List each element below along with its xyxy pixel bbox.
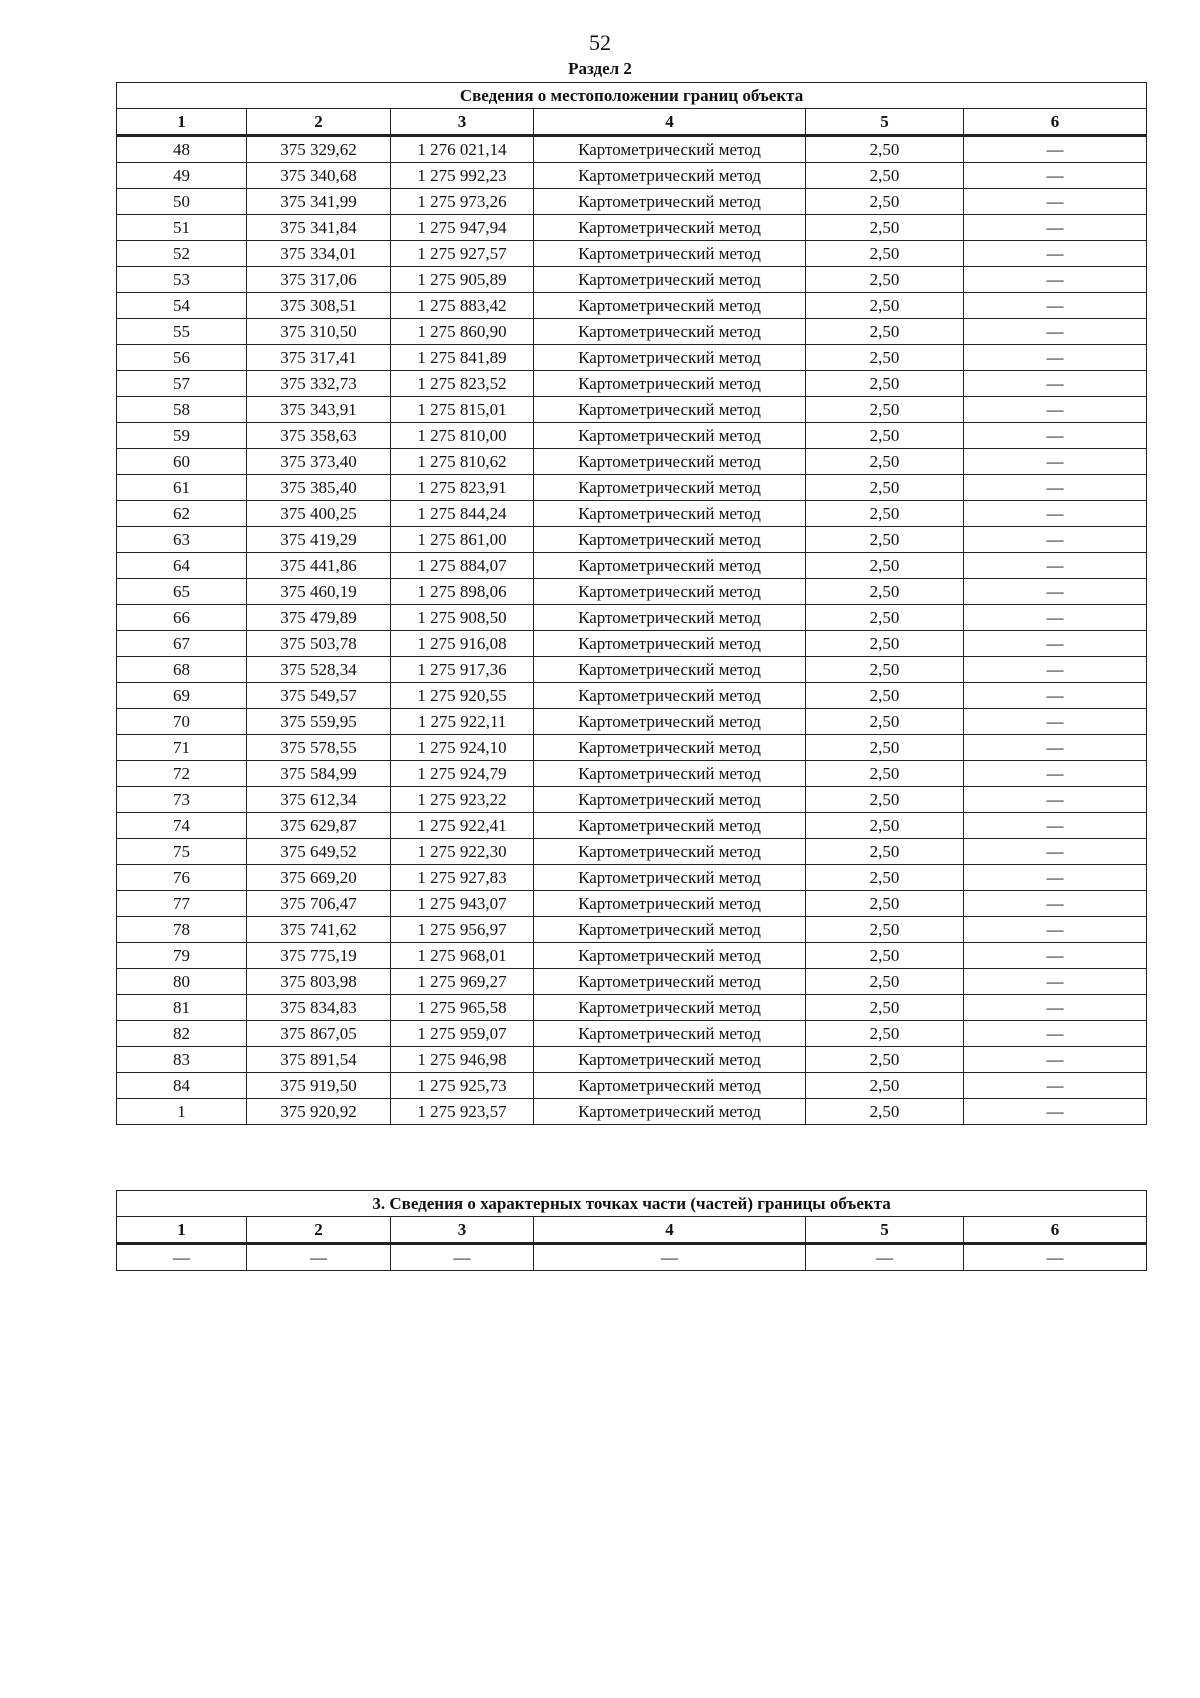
table-cell: 2,50 (806, 917, 964, 943)
table-cell: Картометрический метод (534, 1099, 806, 1125)
table-cell: — (964, 553, 1147, 579)
table-row (117, 813, 1147, 839)
table-row (117, 631, 1147, 657)
table-cell: 2,50 (806, 579, 964, 605)
table-cell: 1 275 844,24 (391, 501, 534, 527)
table-cell: 375 629,87 (247, 813, 391, 839)
table-cell: 2,50 (806, 449, 964, 475)
table-row (117, 475, 1147, 501)
table-cell: Картометрический метод (534, 136, 806, 163)
table-cell: Картометрический метод (534, 449, 806, 475)
table-cell: 2,50 (806, 1021, 964, 1047)
table-cell: 375 919,50 (247, 1073, 391, 1099)
table-cell: — (964, 709, 1147, 735)
part-table-caption: 3. Сведения о характерных точках части (частей) границы объекта (117, 1191, 1147, 1217)
table-row (117, 1021, 1147, 1047)
column-number: 3 (391, 109, 534, 136)
column-number: 1 (117, 109, 247, 136)
table-cell: — (964, 787, 1147, 813)
column-number-row (117, 1217, 1147, 1244)
table-cell: 2,50 (806, 735, 964, 761)
table-cell: 53 (117, 267, 247, 293)
table-cell: 375 584,99 (247, 761, 391, 787)
table-cell: 68 (117, 657, 247, 683)
table-cell: 55 (117, 319, 247, 345)
table-cell: 2,50 (806, 657, 964, 683)
table-cell: Картометрический метод (534, 267, 806, 293)
table-cell: 2,50 (806, 1047, 964, 1073)
table-cell: 1 275 924,79 (391, 761, 534, 787)
table-cell: Картометрический метод (534, 1047, 806, 1073)
table-cell: — (117, 1244, 247, 1271)
table-cell: Картометрический метод (534, 943, 806, 969)
table-cell: 81 (117, 995, 247, 1021)
table-cell: 375 419,29 (247, 527, 391, 553)
table-row (117, 215, 1147, 241)
table-cell: 78 (117, 917, 247, 943)
table-cell: 1 275 917,36 (391, 657, 534, 683)
table-cell: 63 (117, 527, 247, 553)
table-cell: 1 275 823,91 (391, 475, 534, 501)
table-cell: — (534, 1244, 806, 1271)
table-cell: — (964, 189, 1147, 215)
table-cell: 375 649,52 (247, 839, 391, 865)
column-number-row (117, 109, 1147, 136)
table-cell: 2,50 (806, 553, 964, 579)
table-cell: 74 (117, 813, 247, 839)
table-cell: 375 549,57 (247, 683, 391, 709)
column-number: 6 (964, 1217, 1147, 1244)
table-cell: 1 275 916,08 (391, 631, 534, 657)
table-cell: 2,50 (806, 215, 964, 241)
table-cell: 77 (117, 891, 247, 917)
table-cell: Картометрический метод (534, 501, 806, 527)
table-cell: 64 (117, 553, 247, 579)
table-cell: 375 343,91 (247, 397, 391, 423)
table-cell: 375 479,89 (247, 605, 391, 631)
table-cell: 1 275 947,94 (391, 215, 534, 241)
table-cell: 2,50 (806, 501, 964, 527)
table-row (117, 371, 1147, 397)
table-cell: — (964, 1021, 1147, 1047)
table-cell: 375 317,06 (247, 267, 391, 293)
table-caption: Сведения о местоположении границ объекта (117, 83, 1147, 109)
table-cell: 50 (117, 189, 247, 215)
table-cell: 1 275 924,10 (391, 735, 534, 761)
table-cell: 375 612,34 (247, 787, 391, 813)
table-cell: 2,50 (806, 1099, 964, 1125)
table-cell: 1 275 927,83 (391, 865, 534, 891)
table-cell: 69 (117, 683, 247, 709)
table-cell: Картометрический метод (534, 579, 806, 605)
table-cell: 70 (117, 709, 247, 735)
table-cell: — (964, 1073, 1147, 1099)
table-cell: 58 (117, 397, 247, 423)
table-cell: 2,50 (806, 865, 964, 891)
table-row (117, 241, 1147, 267)
table-cell: Картометрический метод (534, 527, 806, 553)
table-row (117, 293, 1147, 319)
table-cell: 2,50 (806, 241, 964, 267)
table-cell: 79 (117, 943, 247, 969)
table-cell: 66 (117, 605, 247, 631)
table-row (117, 1047, 1147, 1073)
table-cell: — (964, 683, 1147, 709)
table-cell: 1 275 992,23 (391, 163, 534, 189)
table-cell: 375 341,84 (247, 215, 391, 241)
table-row (117, 553, 1147, 579)
table-cell: Картометрический метод (534, 683, 806, 709)
table-cell: 375 741,62 (247, 917, 391, 943)
table-cell: — (964, 319, 1147, 345)
table-cell: 2,50 (806, 345, 964, 371)
table-cell: 2,50 (806, 943, 964, 969)
table-cell: — (964, 475, 1147, 501)
column-number: 2 (247, 109, 391, 136)
table-cell: 1 275 943,07 (391, 891, 534, 917)
table-cell: 82 (117, 1021, 247, 1047)
table-row (117, 891, 1147, 917)
table-row (117, 709, 1147, 735)
table-row (117, 449, 1147, 475)
table-cell: 49 (117, 163, 247, 189)
table-cell: — (964, 136, 1147, 163)
table-row (117, 605, 1147, 631)
table-cell: Картометрический метод (534, 709, 806, 735)
table-cell: — (247, 1244, 391, 1271)
table-cell: 375 578,55 (247, 735, 391, 761)
table-cell: — (964, 501, 1147, 527)
table-cell: Картометрический метод (534, 163, 806, 189)
table-cell: 375 528,34 (247, 657, 391, 683)
table-row (117, 995, 1147, 1021)
table-cell: 375 385,40 (247, 475, 391, 501)
table-cell: 1 275 922,30 (391, 839, 534, 865)
table-cell: 375 400,25 (247, 501, 391, 527)
table-cell: 2,50 (806, 761, 964, 787)
table-cell: 1 (117, 1099, 247, 1125)
table-cell: Картометрический метод (534, 657, 806, 683)
table-cell: 1 275 923,22 (391, 787, 534, 813)
table-cell: Картометрический метод (534, 839, 806, 865)
table-row (117, 969, 1147, 995)
table-cell: Картометрический метод (534, 1073, 806, 1099)
table-cell: 59 (117, 423, 247, 449)
table-cell: — (964, 839, 1147, 865)
table-cell: — (964, 735, 1147, 761)
table-cell: — (964, 761, 1147, 787)
table-cell: 2,50 (806, 371, 964, 397)
table-cell: — (964, 449, 1147, 475)
table-cell: 375 460,19 (247, 579, 391, 605)
table-cell: Картометрический метод (534, 215, 806, 241)
page-number: 52 (589, 30, 611, 55)
table-cell: — (964, 865, 1147, 891)
table-cell: 2,50 (806, 891, 964, 917)
table-cell: 1 275 925,73 (391, 1073, 534, 1099)
table-cell: 375 340,68 (247, 163, 391, 189)
table-row (117, 319, 1147, 345)
table-cell: 1 275 922,41 (391, 813, 534, 839)
table-cell: 62 (117, 501, 247, 527)
table-cell: Картометрический метод (534, 553, 806, 579)
table-cell: 1 275 920,55 (391, 683, 534, 709)
table-cell: 1 275 959,07 (391, 1021, 534, 1047)
table-cell: Картометрический метод (534, 423, 806, 449)
table-row (117, 761, 1147, 787)
table-cell: 76 (117, 865, 247, 891)
table-cell: 1 275 815,01 (391, 397, 534, 423)
table-cell: Картометрический метод (534, 293, 806, 319)
table-cell: Картометрический метод (534, 1021, 806, 1047)
table-cell: 2,50 (806, 1073, 964, 1099)
table-cell: — (964, 1244, 1147, 1271)
table-cell: — (391, 1244, 534, 1271)
table-cell: 1 275 884,07 (391, 553, 534, 579)
table-cell: 57 (117, 371, 247, 397)
table-cell: Картометрический метод (534, 241, 806, 267)
table-cell: 2,50 (806, 163, 964, 189)
table-row (117, 1099, 1147, 1125)
table-cell: Картометрический метод (534, 761, 806, 787)
table-cell: — (964, 371, 1147, 397)
table-cell: 2,50 (806, 995, 964, 1021)
table-row (117, 683, 1147, 709)
table-cell: — (964, 605, 1147, 631)
table-cell: Картометрический метод (534, 475, 806, 501)
table-cell: Картометрический метод (534, 397, 806, 423)
table-cell: 375 503,78 (247, 631, 391, 657)
table-cell: 375 669,20 (247, 865, 391, 891)
table-cell: 375 373,40 (247, 449, 391, 475)
table-cell: 1 275 810,62 (391, 449, 534, 475)
column-number: 2 (247, 1217, 391, 1244)
column-number: 6 (964, 109, 1147, 136)
table-cell: — (964, 995, 1147, 1021)
table-row (117, 579, 1147, 605)
table-row (117, 1244, 1147, 1271)
table-row (117, 423, 1147, 449)
table-cell: 75 (117, 839, 247, 865)
table-row (117, 397, 1147, 423)
table-cell: 73 (117, 787, 247, 813)
table-cell: — (964, 241, 1147, 267)
table-cell: — (964, 891, 1147, 917)
table-row (117, 787, 1147, 813)
table-cell: Картометрический метод (534, 189, 806, 215)
table-cell: Картометрический метод (534, 605, 806, 631)
table-cell: — (964, 943, 1147, 969)
table-cell: 2,50 (806, 319, 964, 345)
table-row (117, 163, 1147, 189)
table-cell: 54 (117, 293, 247, 319)
table-cell: 2,50 (806, 631, 964, 657)
table-cell: — (964, 345, 1147, 371)
table-cell: — (964, 631, 1147, 657)
table-cell: 2,50 (806, 813, 964, 839)
table-cell: 1 275 905,89 (391, 267, 534, 293)
table-cell: 2,50 (806, 423, 964, 449)
table-cell: — (964, 267, 1147, 293)
table-cell: 2,50 (806, 605, 964, 631)
table-cell: — (964, 579, 1147, 605)
table-cell: 1 275 965,58 (391, 995, 534, 1021)
table-cell: Картометрический метод (534, 969, 806, 995)
table-cell: Картометрический метод (534, 631, 806, 657)
table-cell: — (964, 657, 1147, 683)
table-cell: 1 275 969,27 (391, 969, 534, 995)
table-cell: — (806, 1244, 964, 1271)
table-cell: — (964, 293, 1147, 319)
table-cell: Картометрический метод (534, 891, 806, 917)
table-cell: 375 803,98 (247, 969, 391, 995)
table-cell: 375 775,19 (247, 943, 391, 969)
table-cell: 375 317,41 (247, 345, 391, 371)
table-cell: — (964, 423, 1147, 449)
table-cell: 375 706,47 (247, 891, 391, 917)
table-cell: 1 275 922,11 (391, 709, 534, 735)
table-cell: 2,50 (806, 267, 964, 293)
table-cell: — (964, 215, 1147, 241)
table-row (117, 917, 1147, 943)
table-cell: Картометрический метод (534, 813, 806, 839)
table-cell: — (964, 163, 1147, 189)
table-cell: 375 358,63 (247, 423, 391, 449)
table-cell: 375 834,83 (247, 995, 391, 1021)
table-cell: Картометрический метод (534, 345, 806, 371)
table-row (117, 1073, 1147, 1099)
table-cell: — (964, 813, 1147, 839)
table-row (117, 735, 1147, 761)
table-cell: 2,50 (806, 709, 964, 735)
table-cell: 56 (117, 345, 247, 371)
table-cell: 375 441,86 (247, 553, 391, 579)
table-cell: — (964, 1099, 1147, 1125)
section-title: Раздел 2 (568, 59, 632, 78)
table-cell: 1 275 810,00 (391, 423, 534, 449)
table-cell: 2,50 (806, 136, 964, 163)
table-cell: 375 891,54 (247, 1047, 391, 1073)
table-cell: 1 275 883,42 (391, 293, 534, 319)
table-cell: 48 (117, 136, 247, 163)
table-cell: 80 (117, 969, 247, 995)
table-cell: 1 275 923,57 (391, 1099, 534, 1125)
table-cell: 71 (117, 735, 247, 761)
table-cell: 1 275 956,97 (391, 917, 534, 943)
table-cell: 2,50 (806, 527, 964, 553)
table-cell: 61 (117, 475, 247, 501)
table-cell: 1 275 946,98 (391, 1047, 534, 1073)
table-cell: 2,50 (806, 787, 964, 813)
table-cell: Картометрический метод (534, 995, 806, 1021)
table-cell: 2,50 (806, 293, 964, 319)
column-number: 4 (534, 109, 806, 136)
table-row (117, 839, 1147, 865)
table-row (117, 527, 1147, 553)
table-row (117, 267, 1147, 293)
table-cell: — (964, 1047, 1147, 1073)
table-cell: 1 275 841,89 (391, 345, 534, 371)
table-cell: — (964, 527, 1147, 553)
table-cell: Картометрический метод (534, 787, 806, 813)
table-cell: 51 (117, 215, 247, 241)
table-cell: 375 308,51 (247, 293, 391, 319)
table-cell: 375 329,62 (247, 136, 391, 163)
table-cell: Картометрический метод (534, 865, 806, 891)
table-cell: 2,50 (806, 189, 964, 215)
table-cell: 375 341,99 (247, 189, 391, 215)
table-cell: Картометрический метод (534, 735, 806, 761)
table-cell: Картометрический метод (534, 371, 806, 397)
column-number: 5 (806, 1217, 964, 1244)
table-cell: 375 334,01 (247, 241, 391, 267)
table-cell: — (964, 969, 1147, 995)
table-cell: 72 (117, 761, 247, 787)
table-cell: 2,50 (806, 475, 964, 501)
table-row (117, 345, 1147, 371)
column-number: 3 (391, 1217, 534, 1244)
part-points-table (116, 1190, 1147, 1271)
table-cell: 52 (117, 241, 247, 267)
boundary-coordinates-table (116, 82, 1147, 1125)
column-number: 1 (117, 1217, 247, 1244)
table-cell: 375 332,73 (247, 371, 391, 397)
table-cell: 1 275 861,00 (391, 527, 534, 553)
table-cell: 1 275 908,50 (391, 605, 534, 631)
table-cell: 1 275 968,01 (391, 943, 534, 969)
table-cell: 375 920,92 (247, 1099, 391, 1125)
table-cell: 2,50 (806, 969, 964, 995)
column-number: 5 (806, 109, 964, 136)
table-row (117, 865, 1147, 891)
table-cell: 2,50 (806, 683, 964, 709)
table-row (117, 501, 1147, 527)
table-cell: 1 275 973,26 (391, 189, 534, 215)
table-row (117, 943, 1147, 969)
table-cell: 65 (117, 579, 247, 605)
table-cell: 2,50 (806, 839, 964, 865)
table-row (117, 189, 1147, 215)
table-cell: 1 276 021,14 (391, 136, 534, 163)
column-number: 4 (534, 1217, 806, 1244)
table-cell: 375 559,95 (247, 709, 391, 735)
table-cell: 375 867,05 (247, 1021, 391, 1047)
table-cell: — (964, 397, 1147, 423)
table-cell: Картометрический метод (534, 319, 806, 345)
table-cell: 83 (117, 1047, 247, 1073)
table-row (117, 657, 1147, 683)
table-cell: — (964, 917, 1147, 943)
table-cell: 2,50 (806, 397, 964, 423)
table-row (117, 136, 1147, 163)
table-cell: 1 275 860,90 (391, 319, 534, 345)
table-cell: Картометрический метод (534, 917, 806, 943)
table-cell: 60 (117, 449, 247, 475)
table-cell: 1 275 823,52 (391, 371, 534, 397)
table-cell: 84 (117, 1073, 247, 1099)
table-cell: 1 275 927,57 (391, 241, 534, 267)
table-cell: 375 310,50 (247, 319, 391, 345)
table-cell: 1 275 898,06 (391, 579, 534, 605)
table-cell: 67 (117, 631, 247, 657)
